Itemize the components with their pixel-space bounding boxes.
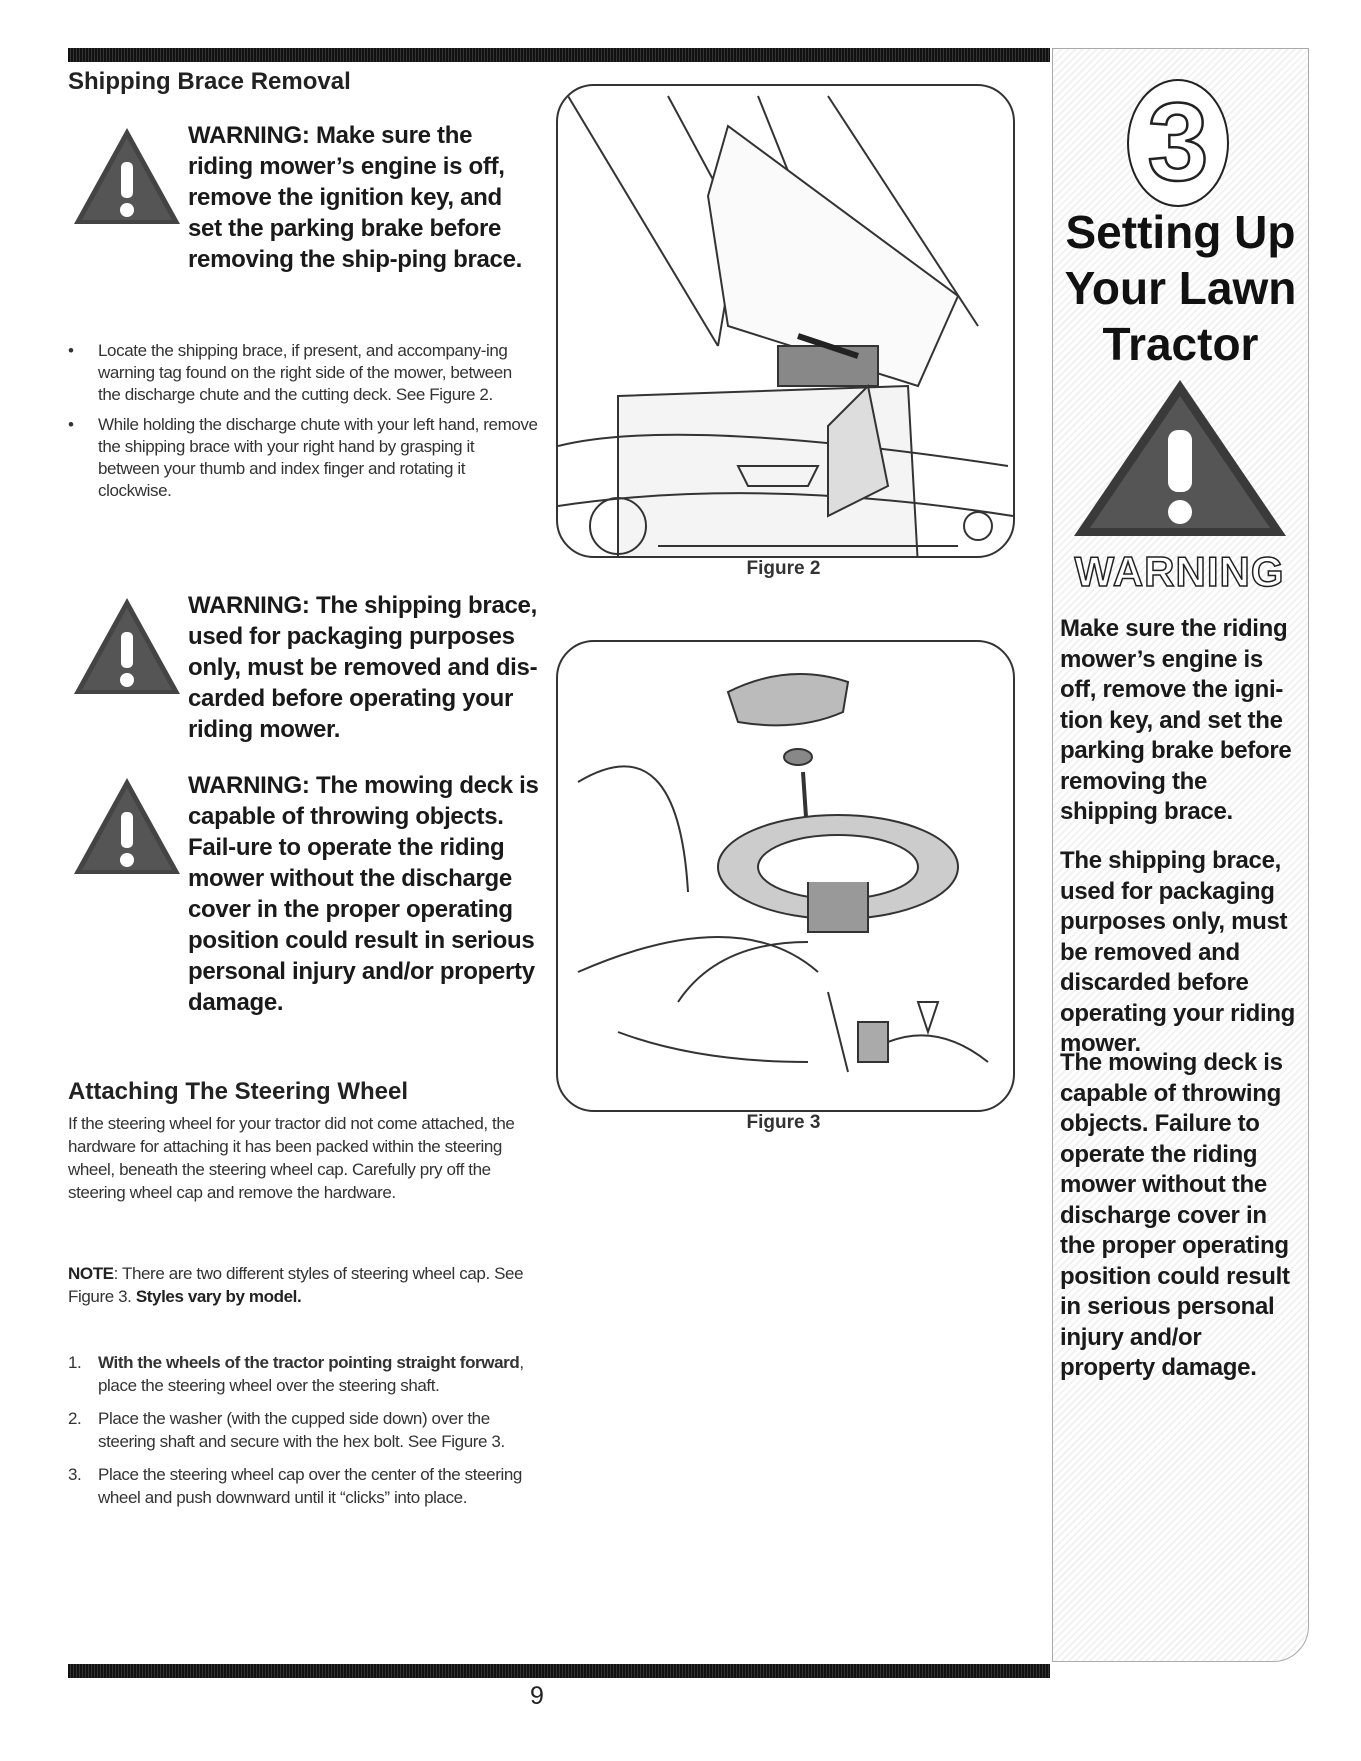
bullet-list	[68, 340, 538, 510]
step-text: Place the steering wheel cap over the center of the steering wheel and push downward until it “clicks” into place.	[98, 1465, 522, 1507]
note-text: : There are two different styles of steering wheel cap. See Figure 3.	[68, 1264, 524, 1306]
sidebar-warning-paragraph: The mowing deck is capable of throwing objects. Failure to operate the riding mower without the discharge cover in the proper operating position could result in serious personal injury and/or property damage.	[1060, 1049, 1290, 1381]
chapter-title-line: Your Lawn	[1064, 262, 1297, 314]
section-heading-steering-wheel: Attaching The Steering Wheel	[68, 1078, 409, 1105]
note-paragraph	[68, 1262, 538, 1308]
page-number: 9	[530, 1682, 544, 1710]
chapter-number-badge	[1126, 78, 1230, 208]
step-text: Place the washer (with the cupped side down) over the steering shaft and secure with the hex bolt. See Figure 3.	[98, 1409, 505, 1451]
chapter-number: 3	[1147, 81, 1209, 204]
step-item	[68, 1463, 538, 1509]
warning-triangle-icon	[72, 776, 182, 876]
step-number: 2.	[68, 1409, 82, 1428]
bottom-rule	[68, 1664, 1050, 1678]
warning-text-1: WARNING: Make sure the riding mower’s engine is off, remove the ignition key, and set the parking brake before removing the ship-ping brace.	[188, 122, 523, 273]
step-number: 3.	[68, 1465, 82, 1484]
chapter-title-line: Setting Up	[1065, 206, 1296, 258]
warning-triangle-icon	[72, 596, 182, 696]
bullet-item: • Locate the shipping brace, if present, and accompany-ing warning tag found on the right side of the mower, between the discharge chute and the cutting deck. See Figure 2.	[68, 340, 538, 406]
top-rule	[68, 48, 1050, 62]
chapter-title-line: Tractor	[1102, 318, 1259, 370]
steering-intro: If the steering wheel for your tractor did not come attached, the hardware for attaching it has been packed within the steering wheel, beneath the steering wheel cap. Carefully pry off the steering wheel cap and remove the hardware.	[68, 1114, 515, 1202]
step-text: , place the steering wheel over the steering shaft.	[98, 1353, 524, 1395]
warning-text-2: WARNING: The shipping brace, used for packaging purposes only, must be removed and dis-carded before operating your riding mower.	[188, 592, 538, 743]
step-item	[68, 1407, 538, 1453]
note-bold: Styles vary by model.	[135, 1287, 302, 1306]
sidebar-warning-heading: WARNING	[1074, 548, 1285, 595]
warning-triangle-icon	[72, 126, 182, 226]
steps-list	[68, 1351, 538, 1519]
figure-2	[556, 84, 1015, 558]
warning-text-3: WARNING: The mowing deck is capable of throwing objects. Fail-ure to operate the riding mower without the discharge cover in the proper operating position could result in serious personal injury and/or property damage.	[188, 772, 539, 1016]
figure-2-caption: Figure 2	[746, 558, 821, 579]
large-warning-triangle-icon	[1070, 378, 1290, 538]
figure-3	[556, 640, 1015, 1112]
shipping-brace-illustration	[558, 86, 1013, 556]
sidebar-warning-paragraph: The shipping brace, used for packaging purposes only, must be removed and discarded before operating your riding mower.	[1060, 847, 1296, 1057]
warning-block-3	[72, 770, 542, 1018]
bullet-item: • While holding the discharge chute with your left hand, remove the shipping brace with your right hand by grasping it between your thumb and index finger and rotating it clockwise.	[68, 414, 538, 502]
warning-block-1	[72, 120, 542, 275]
section-heading-shipping-brace: Shipping Brace Removal	[68, 68, 351, 95]
note-label: NOTE	[68, 1264, 114, 1283]
step-item	[68, 1351, 538, 1397]
figure-3-caption: Figure 3	[746, 1112, 821, 1133]
steering-wheel-illustration	[558, 642, 1013, 1110]
warning-block-2	[72, 590, 542, 745]
step-bold: With the wheels of the tractor pointing straight forward	[98, 1353, 520, 1372]
sidebar-warning-paragraph: Make sure the riding mower’s engine is off, remove the igni-tion key, and set the parking brake before removing the shipping brace.	[1060, 615, 1292, 825]
step-number: 1.	[68, 1353, 82, 1372]
